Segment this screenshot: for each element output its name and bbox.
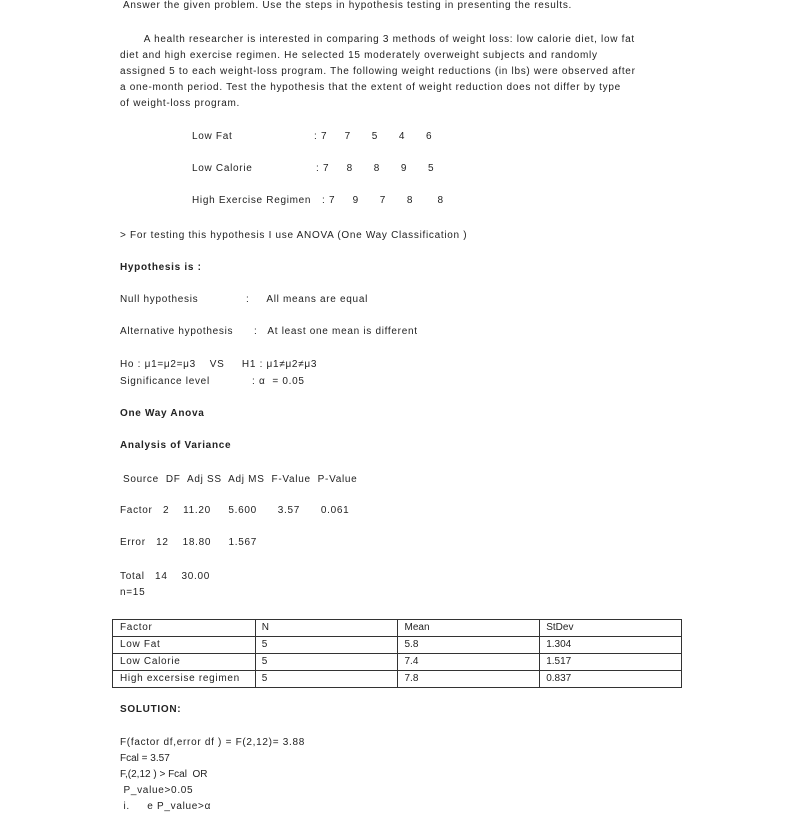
stats-table [112, 619, 682, 688]
problem-line-1: A health researcher is interested in comparing 3 methods of weight loss: low calorie diet, low fat [120, 34, 635, 45]
table-row [113, 637, 682, 654]
data-row-values: : 7 8 8 9 5 [316, 163, 435, 174]
solution-line-2: Fcal = 3.57 [120, 753, 170, 764]
solution-heading: SOLUTION: [120, 704, 182, 715]
table-row [113, 654, 682, 671]
solution-line-4: P_value>0.05 [120, 785, 194, 796]
data-row-label: Low Calorie [192, 163, 253, 174]
anova-error-row: Error 12 18.80 1.567 [120, 537, 258, 548]
sample-size: n=15 [120, 587, 146, 598]
table-header: N [255, 620, 398, 637]
significance-value: : α = 0.05 [252, 376, 305, 387]
method-line: > For testing this hypothesis I use ANOVA (One Way Classification ) [120, 230, 468, 241]
problem-line-5: of weight-loss program. [120, 98, 241, 109]
table-cell: High excersise regimen [113, 671, 256, 688]
table-cell: 7.8 [398, 671, 540, 688]
anova-factor-row: Factor 2 11.20 5.600 3.57 0.061 [120, 505, 350, 516]
problem-line-3: assigned 5 to each weight-loss program. The following weight reductions (in lbs) were observed after [120, 66, 636, 77]
significance-label: Significance level [120, 376, 210, 387]
alt-hypothesis-text: : At least one mean is different [254, 326, 418, 337]
table-cell: Low Fat [113, 637, 256, 654]
data-row-values: : 7 7 5 4 6 [314, 131, 433, 142]
solution-line-5: i. e P_value>α [120, 801, 212, 812]
table-cell: 1.517 [540, 654, 682, 671]
table-cell: 5.8 [398, 637, 540, 654]
null-hypothesis-label: Null hypothesis [120, 294, 199, 305]
data-row-label: Low Fat [192, 131, 233, 142]
oneway-heading: One Way Anova [120, 408, 205, 419]
data-row-label: High Exercise Regimen [192, 195, 312, 206]
table-cell: 1.304 [540, 637, 682, 654]
problem-line-2: diet and high exercise regimen. He selected 15 moderately overweight subjects and randomly [120, 50, 598, 61]
table-cell: 5 [255, 654, 398, 671]
solution-line-1: F(factor df,error df ) = F(2,12)= 3.88 [120, 737, 305, 748]
anova-header: Source DF Adj SS Adj MS F-Value P-Value [123, 474, 358, 485]
null-hypothesis-text: : All means are equal [246, 294, 369, 305]
anova-heading: Analysis of Variance [120, 440, 232, 451]
table-cell: 5 [255, 637, 398, 654]
hypothesis-notation: Ho : μ1=μ2=μ3 VS H1 : μ1≠μ2≠μ3 [120, 359, 318, 370]
table-row [113, 671, 682, 688]
data-row-values: : 7 9 7 8 8 [322, 195, 444, 206]
table-header-row [113, 620, 682, 637]
table-header: Mean [398, 620, 540, 637]
hypothesis-heading: Hypothesis is : [120, 262, 202, 273]
problem-line-4: a one-month period. Test the hypothesis that the extent of weight reduction does not differ by type [120, 82, 621, 93]
solution-line-3: F,(2,12 ) > Fcal OR [120, 769, 208, 780]
table-cell: 0.837 [540, 671, 682, 688]
table-header: StDev [540, 620, 682, 637]
table-cell: Low Calorie [113, 654, 256, 671]
alt-hypothesis-label: Alternative hypothesis [120, 326, 234, 337]
intro-text: Answer the given problem. Use the steps in hypothesis testing in presenting the results. [123, 0, 573, 11]
table-cell: 7.4 [398, 654, 540, 671]
table-header: Factor [113, 620, 256, 637]
anova-total-row: Total 14 30.00 [120, 571, 211, 582]
table-cell: 5 [255, 671, 398, 688]
